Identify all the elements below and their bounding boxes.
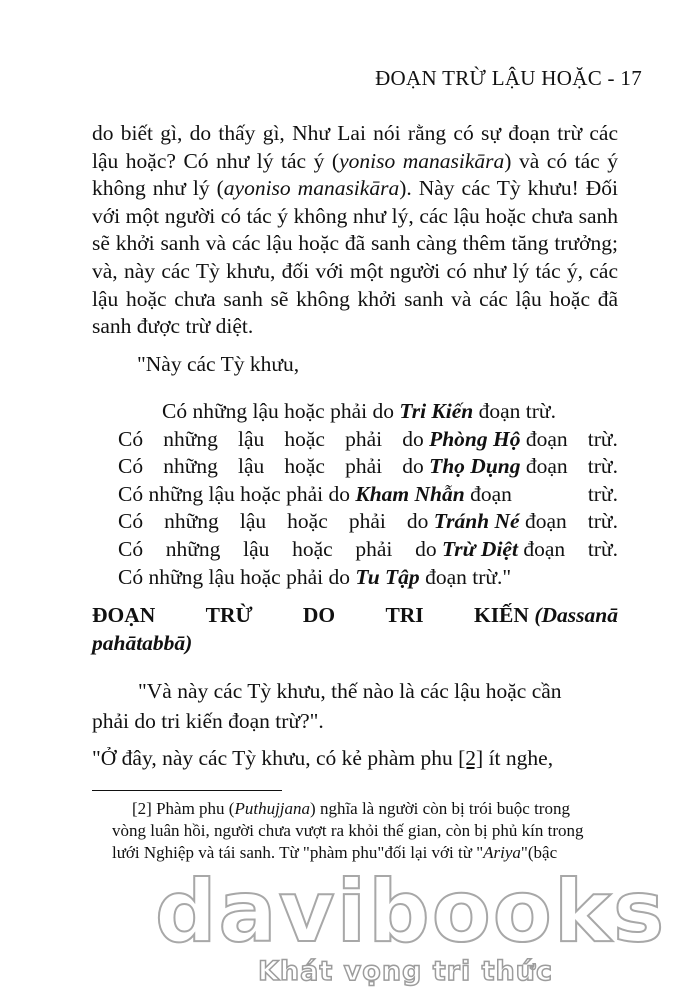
- list-item: [118, 398, 618, 426]
- list-word: Có: [118, 536, 144, 561]
- footnote-pali-term: Puthujjana: [234, 799, 311, 818]
- list-term: Tri Kiến: [399, 399, 474, 423]
- list-word: do: [415, 536, 437, 561]
- footnote-marker: [2]: [132, 799, 152, 818]
- heading-line-1: [92, 601, 618, 629]
- paragraph-3-text: "Ở đây, này các Tỳ khưu, có kẻ phàm phu: [92, 746, 459, 770]
- list-word: đoạn: [470, 481, 512, 506]
- running-header: ĐOẠN TRỪ LẬU HOẶC - 17: [375, 66, 642, 90]
- watermark-logo: davibooks: [155, 862, 667, 962]
- list-word: lậu: [239, 509, 267, 534]
- p1-pali-term-2: ayoniso manasikāra: [223, 176, 400, 201]
- heading-word: DO: [302, 603, 336, 627]
- footnote-line-2: vòng luân hồi, người chưa vượt ra khỏi thế gian, còn bị phủ kín trong: [112, 821, 584, 840]
- list-word: hoặc: [287, 509, 328, 534]
- list-item: [118, 508, 618, 536]
- footnote-line-3: [92, 842, 618, 864]
- list-word: hoặc: [284, 426, 325, 451]
- paragraph-3-text-end: ít nghe,: [483, 746, 554, 770]
- heading-pali-line-2: pahātabbā): [92, 631, 193, 655]
- footnote-line-1: [92, 798, 618, 820]
- list-term: Kham Nhẫn: [355, 481, 465, 506]
- list-item: [118, 564, 618, 592]
- list-word: những: [163, 454, 218, 479]
- list-word: lậu: [237, 426, 265, 451]
- list-word: đoạn: [525, 454, 568, 479]
- heading-word: ĐOẠN: [92, 603, 156, 627]
- list-word: Có: [118, 454, 144, 479]
- paragraph-3: [92, 746, 618, 771]
- list-word: phải: [345, 426, 383, 451]
- list-word: lậu: [243, 536, 270, 561]
- list-word: phải: [345, 454, 383, 479]
- footnote-divider: [92, 790, 282, 791]
- list-word: phải: [348, 509, 386, 534]
- list-word: trừ.: [587, 426, 618, 451]
- paragraph-2-line-1: "Và này các Tỳ khưu, thế nào là các lậu hoặc cần: [138, 679, 562, 703]
- list-item: [118, 481, 618, 509]
- paragraph-2: [92, 676, 618, 736]
- list-term: Trừ Diệt: [441, 536, 518, 561]
- list-word: những: [163, 426, 218, 451]
- paragraph-1: [92, 120, 618, 341]
- defilement-list: [118, 398, 618, 591]
- list-item: [118, 453, 618, 481]
- address-line: "Này các Tỳ khưu,: [137, 352, 300, 376]
- heading-word: TRI: [385, 603, 424, 627]
- footnote-text: ) nghĩa là người còn bị trói buộc trong: [310, 799, 570, 818]
- list-word: do: [402, 454, 424, 479]
- list-prefix: Có những lậu hoặc phải do: [118, 564, 350, 589]
- list-word: do: [402, 426, 424, 451]
- footnote-text: "(bậc: [520, 843, 558, 862]
- list-word: do: [406, 509, 429, 534]
- list-item: [118, 426, 618, 454]
- list-word: hoặc: [292, 536, 333, 561]
- list-word: đoạn: [525, 426, 568, 451]
- list-item: [118, 536, 618, 564]
- list-word: phải: [355, 536, 393, 561]
- list-word: những: [164, 509, 219, 534]
- p1-segment-2: ) và có tác ý không như lý (: [92, 148, 618, 201]
- list-word: trừ.: [587, 454, 618, 479]
- p1-segment-3: ). Này các Tỳ khưu! Đối với một người có tác ý không như lý, các lậu hoặc chưa sanh sẽ khởi sanh và các lậu hoặc đã sanh càng thêm tăng trưởng; và, này các Tỳ khưu, đối với một người có như lý tác ý, các lậu hoặc chưa sanh sẽ không khởi sanh và các lậu hoặc đã sanh được trừ diệt.: [92, 176, 618, 339]
- list-word: đoạn: [524, 509, 567, 534]
- list-word: lậu: [237, 454, 265, 479]
- list-term: Tu Tập: [355, 564, 420, 589]
- list-word: trừ.: [587, 536, 618, 561]
- paragraph-2-line-2: phải do tri kiến đoạn trừ?".: [92, 709, 324, 733]
- paragraph-1-text: [92, 120, 618, 341]
- list-term: Thọ Dụng: [429, 454, 521, 479]
- section-heading: [92, 601, 618, 657]
- footnote-pali-term: Ariya: [483, 843, 521, 862]
- list-word: Có: [118, 426, 144, 451]
- list-prefix: Có những lậu hoặc phải do: [118, 481, 350, 506]
- list-term: Tránh Né: [433, 509, 520, 534]
- footnote-text: lưới Nghiệp và tái sanh. Từ "phàm phu"đối lại với từ ": [112, 843, 484, 862]
- watermark-slogan: Khát vọng tri thức: [258, 956, 554, 987]
- list-prefix: Có những lậu hoặc phải do: [162, 399, 394, 423]
- footnote-reference-link[interactable]: [2]: [458, 746, 484, 770]
- list-suffix: đoạn trừ.: [478, 399, 556, 423]
- p1-pali-term-1: yoniso manasikāra: [339, 148, 505, 173]
- heading-pali: (Dassanā: [534, 603, 618, 627]
- heading-word: TRỪ: [205, 603, 253, 627]
- footnote: [92, 798, 618, 864]
- heading-word: KIẾN: [473, 603, 529, 627]
- list-word: hoặc: [284, 454, 325, 479]
- list-word: Có: [118, 509, 144, 534]
- list-word: đoạn: [523, 536, 566, 561]
- list-word: trừ.: [587, 509, 618, 534]
- list-word: trừ.: [587, 481, 618, 506]
- footnote-text: Phàm phu (: [151, 799, 235, 818]
- list-suffix: đoạn trừ.": [425, 564, 512, 589]
- list-word: những: [165, 536, 221, 561]
- p1-segment-1: do biết gì, do thấy gì, Như Lai nói rằng có sự đoạn trừ các lậu hoặc? Có như lý tác ý (: [92, 121, 618, 173]
- list-term: Phòng Hộ: [429, 426, 521, 451]
